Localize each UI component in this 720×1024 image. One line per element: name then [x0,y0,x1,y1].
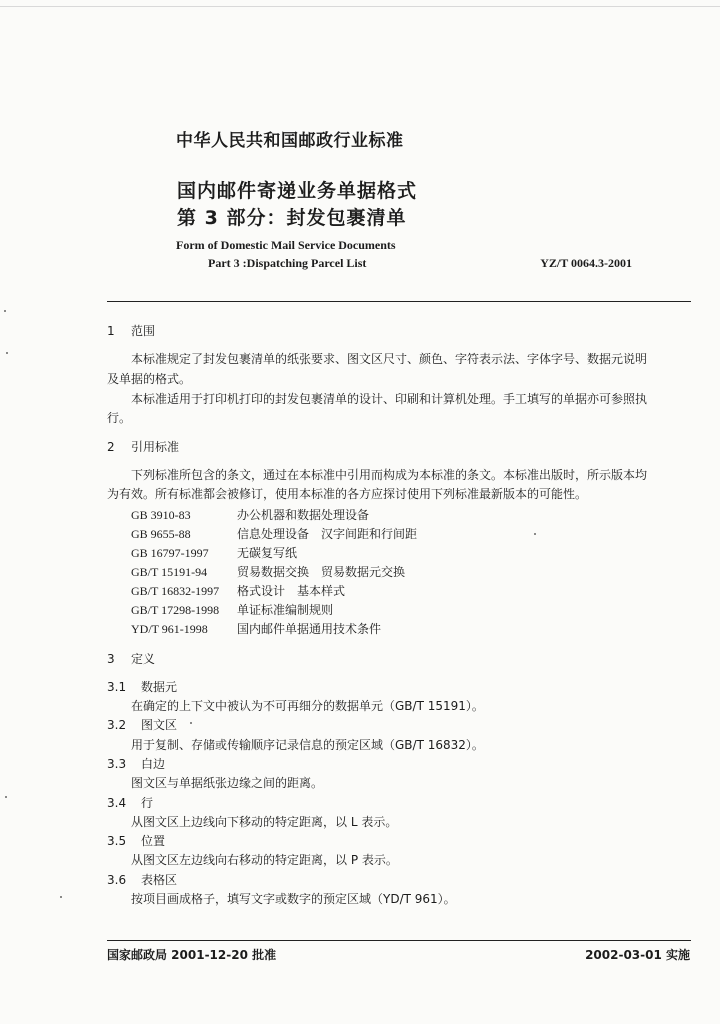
definition-text: 在确定的上下文中被认为不可再细分的数据单元（GB/T 15191）。 [131,699,484,713]
definition-term-label: 数据元 [141,680,178,694]
definition-term-label: 图文区 [141,718,178,732]
reference-row [131,525,417,544]
scan-speck [60,896,62,898]
section-number: 2 [107,440,115,454]
scope-paragraph-2-line-1: 本标准适用于打印机打印的封发包裹清单的设计、印刷和计算机处理。手工填写的单据亦可参照执 [131,392,648,406]
definition-number: 3.5 [107,834,127,848]
definition-text: 从图文区左边线向右移动的特定距离，以 P 表示。 [131,853,398,867]
issuing-agency: 中华人民共和国邮政行业标准 [176,131,404,151]
reference-title: 国内邮件单据通用技术条件 [237,622,382,636]
reference-row [131,563,417,582]
section-title: 范围 [131,324,156,338]
scope-paragraph-2-line-2: 行。 [107,411,132,425]
definition-text: 从图文区上边线向下移动的特定距离，以 L 表示。 [131,815,398,829]
section-heading-refs [107,438,179,455]
reference-code: GB 16797-1997 [131,546,209,560]
scan-edge-line [0,6,720,7]
reference-title: 单证标准编制规则 [237,603,334,617]
document-subtitle-zh: 第 3 部分：封发包裹清单 [177,207,407,229]
reference-code: GB/T 15191-94 [131,565,208,579]
definition-number: 3.3 [107,757,127,771]
scan-speck [534,533,536,535]
document-title-en: Form of Domestic Mail Service Documents [176,238,396,252]
section-heading-scope [107,322,155,339]
document-subtitle-en: Part 3 :Dispatching Parcel List [208,256,367,270]
scan-speck [190,722,192,724]
reference-title: 贸易数据交换 贸易数据元交换 [237,565,406,579]
reference-code: GB 3910-83 [131,508,191,522]
reference-code: YD/T 961-1998 [131,622,208,636]
definition-term [107,832,165,849]
reference-row [131,544,417,563]
reference-code: GB 9655-88 [131,527,191,541]
section-number: 1 [107,324,115,338]
approval-date: 国家邮政局 2001-12-20 批准 [107,948,277,962]
definition-number: 3.2 [107,718,127,732]
document-title-zh: 国内邮件寄递业务单据格式 [177,180,418,202]
section-title: 定义 [131,652,156,666]
normative-references-list [131,506,417,639]
effective-date: 2002-03-01 实施 [585,948,690,962]
definition-term [107,716,177,733]
definition-term [107,794,153,811]
section-number: 3 [107,652,115,666]
definition-number: 3.6 [107,873,127,887]
definition-term [107,678,177,695]
reference-code: GB/T 16832-1997 [131,584,220,598]
refs-intro-line-2: 为有效。所有标准都会被修订，使用本标准的各方应探讨使用下列标准最新版本的可能性。 [107,487,588,501]
header-divider [107,301,691,302]
definition-term-label: 表格区 [141,873,178,887]
refs-intro-line-1: 下列标准所包含的条文，通过在本标准中引用而构成为本标准的条文。本标准出版时，所示版本均 [131,468,648,482]
definition-number: 3.4 [107,796,127,810]
reference-title: 格式设计 基本样式 [237,584,346,598]
reference-row [131,506,417,525]
section-title: 引用标准 [131,440,180,454]
reference-row [131,601,417,620]
definition-term [107,871,177,888]
reference-code: GB/T 17298-1998 [131,603,220,617]
standard-code: YZ/T 0064.3-2001 [540,256,632,270]
definition-term-label: 白边 [141,757,166,771]
reference-row [131,582,417,601]
definition-term-label: 行 [141,796,154,810]
definition-term [107,755,165,772]
definition-number: 3.1 [107,680,127,694]
section-heading-definitions [107,650,155,667]
reference-title: 办公机器和数据处理设备 [237,508,370,522]
reference-row [131,620,417,639]
scan-speck [6,352,8,354]
scope-paragraph-1-line-2: 及单据的格式。 [107,372,192,386]
scan-speck [5,796,7,798]
footer-divider [107,940,691,941]
definition-text: 图文区与单据纸张边缘之间的距离。 [131,776,324,790]
definition-term-label: 位置 [141,834,166,848]
scan-speck [4,310,6,312]
scope-paragraph-1-line-1: 本标准规定了封发包裹清单的纸张要求、图文区尺寸、颜色、字符表示法、字体字号、数据元说明 [131,352,648,366]
reference-title: 信息处理设备 汉字间距和行间距 [237,527,418,541]
definition-text: 按项目画成格子，填写文字或数字的预定区域（YD/T 961）。 [131,892,456,906]
definition-text: 用于复制、存储或传输顺序记录信息的预定区域（GB/T 16832）。 [131,738,484,752]
reference-title: 无碳复写纸 [237,546,298,560]
